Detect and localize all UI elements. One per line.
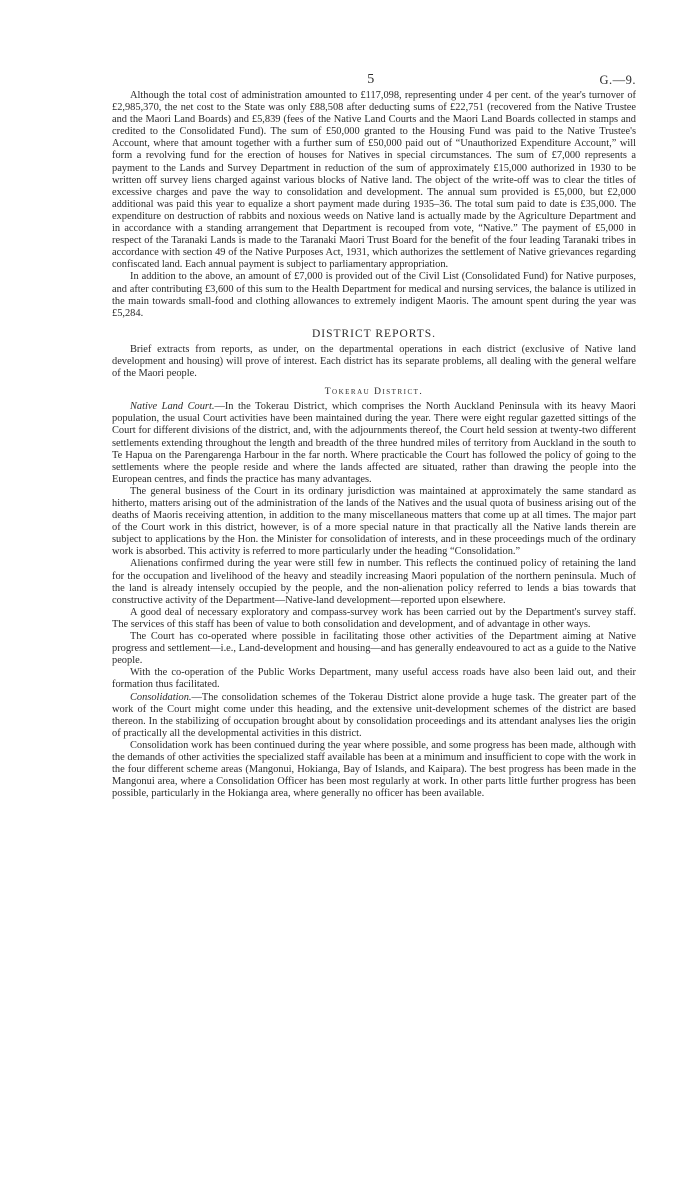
paragraph: A good deal of necessary exploratory and compass-survey work has been carried out by the Department's survey staff. The services of this staff has been of value to both consolidation and development, and of advantage in other ways. — [112, 606, 636, 630]
page-header — [106, 62, 636, 90]
paragraph: With the co-operation of the Public Works Department, many useful access roads have also been laid out, and their formation thus facilitated. — [112, 667, 636, 691]
paragraph: Consolidation work has been continued during the year where possible, and some progress has been made, although with the demands of other activities the specialized staff available has been at a minimum and insufficient to cope with the work in the four different scheme areas (Mangonui, Hokianga, Bay of Islands, and Kaipara). The best progress has been made in the Mangonui area, where a Consolidation Officer has been most regularly at work. In other parts little further progress has been possible, particularly in the Hokianga area, where generally no officer has been available. — [112, 739, 636, 800]
paragraph: Alienations confirmed during the year were still few in number. This reflects the continued policy of retaining the land for the occupation and livelihood of the heavy and steadily increasing Maori population of the northern peninsula. Much of the land is already intensely occupied by the people, and the non-alienation policy referred to lends a bias towards that constructive activity of the Department—Native-land development—reported upon elsewhere. — [112, 558, 636, 606]
run-in-heading: Native Land Court. — [130, 401, 215, 413]
run-in-heading: Consolidation. — [130, 691, 192, 703]
paper-reference: G.—9. — [599, 73, 636, 87]
paragraph-text: —In the Tokerau District, which comprises the North Auckland Peninsula with its heavy Maori population, the usual Court activities have been maintained during the year. There were eight regular gazetted sittings of the Court for different divisions of the district, and, with the adjournments thereof, the Court held session at twenty-two different settlements extending throughout the length and breadth of the three hundred miles of territory from Auckland in the south to Te Hapua on the Parengarenga Harbour in the far north. Where practicable the Court has followed the policy of going to the settlements where the people reside and where the lands affected are situated, rather than drawing the people into the European centres, and finds the practice has many advantages. — [112, 401, 636, 485]
subsection-heading: Tokerau District. — [324, 387, 424, 398]
paragraph — [112, 692, 636, 740]
section-heading: DISTRICT REPORTS. — [311, 327, 437, 340]
paragraph — [112, 401, 636, 486]
paragraph: The Court has co-operated where possible in facilitating those other activities of the Department aiming at Native progress and settlement—i.e., Land-development and housing—and has generally endeavoured to act as a guide to the Native people. — [112, 631, 636, 667]
paragraph: The general business of the Court in its ordinary jurisdiction was maintained at approximately the same standard as hitherto, matters arising out of the administration of the lands of the Natives and the usual quota of business arising out of the deaths of Maoris receiving attention, in addition to the many miscellaneous matters that come up at all times. The major part of the Court work in this district, however, is of a more special nature in that practically all the Native lands therein are subject to applications by the Hon. the Minister for consolidation of interests, and in these proceedings much of the ordinary work is absorbed. This activity is referred to more particularly under the heading “Consolidation.” — [112, 485, 636, 558]
paragraph: In addition to the above, an amount of £7,000 is provided out of the Civil List (Consolidated Fund) for Native purposes, and after contributing £3,600 of this sum to the Health Department for medical and nursing services, the balance is utilized in the main towards small-food and clothing allowances to extremely indigent Maoris. The amount spent during the year was £5,284. — [112, 271, 636, 319]
page-number: 5 — [367, 72, 375, 87]
paragraph: Brief extracts from reports, as under, on the departmental operations in each district (exclusive of Native land development and housing) will prove of interest. Each district has its separate problems, all dealing with the general welfare of the Maori people. — [112, 343, 636, 380]
paragraph: Although the total cost of administration amounted to £117,098, representing under 4 per cent. of the year's turnover of £2,985,370, the net cost to the State was only £88,508 after deducting sums of £22,751 (recovered from the Native Trustee and the Maori Land Boards) and £5,839 (fees of the Native Land Courts and the Maori Land Boards collected in stamps and credited to the Consolidated Fund). The sum of £50,000 granted to the Housing Fund was paid to the Native Trustee's Account, where that amount together with a further sum of £50,000 paid out of “Unauthorized Expenditure Account,” will form a revolving fund for the erection of houses for Natives in special circumstances. The sum of £7,000 represents a payment to the Lands and Survey Department in reduction of the sum of approximately £15,000 authorized in 1930 to be written off survey liens charged against various blocks of Native land. The object of the write-off was to clear the titles of excessive charges and pave the way to consolidation and development. The annual sum provided is £5,000, but £2,000 additional was paid this year to equalize a short payment made during 1935–36. The total sum paid to date is £35,000. The expenditure on destruction of rabbits and noxious weeds on Native land is actually made by the Agriculture Department and in accordance with a standing arrangement that Department is recouped from vote, “Native.” The payment of £5,000 in respect of the Taranaki Lands is made to the Taranaki Maori Trust Board for the benefit of the four leading Taranaki tribes in accordance with section 49 of the Native Purposes Act, 1931, which authorizes the settlement of Native grievances regarding confiscated land. Each annual payment is subject to parliamentary appropriation. — [112, 90, 636, 271]
paragraph-text: —The consolidation schemes of the Tokerau District alone provide a huge task. The greater part of the work of the Court might come under this heading, and the extensive unit-development schemes of the district are based thereon. In the stabilizing of occupation brought about by consolidation proceedings and its attendant analyses lies the origin of practically all the developmental activities in this district. — [112, 691, 636, 739]
